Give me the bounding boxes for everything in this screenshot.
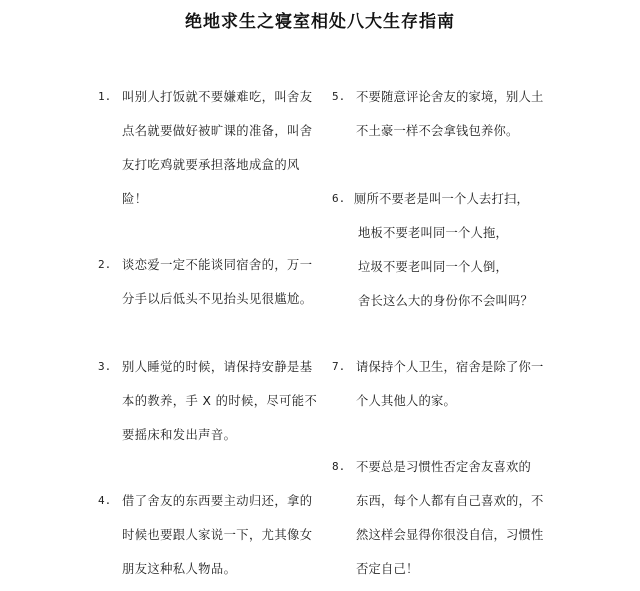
item-number: 8. [332, 460, 346, 473]
item-text-line: 厕所不要老是叫一个人去打扫， [354, 192, 529, 206]
item-text-line: 东西，每个人都有自己喜欢的，不 [356, 494, 544, 508]
item-text-line: 个人其他人的家。 [356, 394, 456, 408]
item-number: 1. [98, 90, 112, 103]
item-text-line: 然这样会显得你很没自信，习惯性 [356, 528, 544, 542]
item-text-line: 借了舍友的东西要主动归还，拿的 [122, 494, 313, 508]
item-text-line: 分手以后低头不见抬头见很尴尬。 [122, 292, 313, 306]
item-number: 6. [332, 192, 346, 205]
item-text-line: 朋友这种私人物品。 [122, 562, 237, 576]
item-number: 7. [332, 360, 346, 373]
item-number: 5. [332, 90, 346, 103]
item-number: 3. [98, 360, 112, 373]
item-text-line: 点名就要做好被旷课的准备，叫舍 [122, 124, 313, 138]
item-text-line: 谈恋爱一定不能谈同宿舍的，万一 [122, 258, 313, 272]
item-text-line: 本的教养，手 X 的时候，尽可能不 [122, 394, 318, 408]
item-text-line: 时候也要跟人家说一下，尤其像女 [122, 528, 313, 542]
item-text-line: 否定自己！ [356, 562, 419, 576]
page-title: 绝地求生之寝室相处八大生存指南 [185, 12, 455, 32]
item-text-line: 垃圾不要老叫同一个人倒， [358, 260, 508, 274]
item-text-line: 友打吃鸡就要承担落地成盒的风 [122, 158, 300, 172]
item-text-line: 要摇床和发出声音。 [122, 428, 237, 442]
item-text-line: 险！ [122, 192, 148, 206]
item-text-line: 不要总是习惯性否定舍友喜欢的 [356, 460, 531, 474]
item-text-line: 舍长这么大的身份你不会叫吗？ [358, 294, 533, 308]
item-number: 4. [98, 494, 112, 507]
item-text-line: 请保持个人卫生，宿舍是除了你一 [356, 360, 544, 374]
item-text-line: 不土豪一样不会拿钱包养你。 [356, 124, 519, 138]
item-text-line: 不要随意评论舍友的家境，别人土 [356, 90, 544, 104]
item-text-line: 叫别人打饭就不要嫌难吃，叫舍友 [122, 90, 313, 104]
item-text-line: 别人睡觉的时候，请保持安静是基 [122, 360, 313, 374]
item-number: 2. [98, 258, 112, 271]
item-text-line: 地板不要老叫同一个人拖， [358, 226, 508, 240]
